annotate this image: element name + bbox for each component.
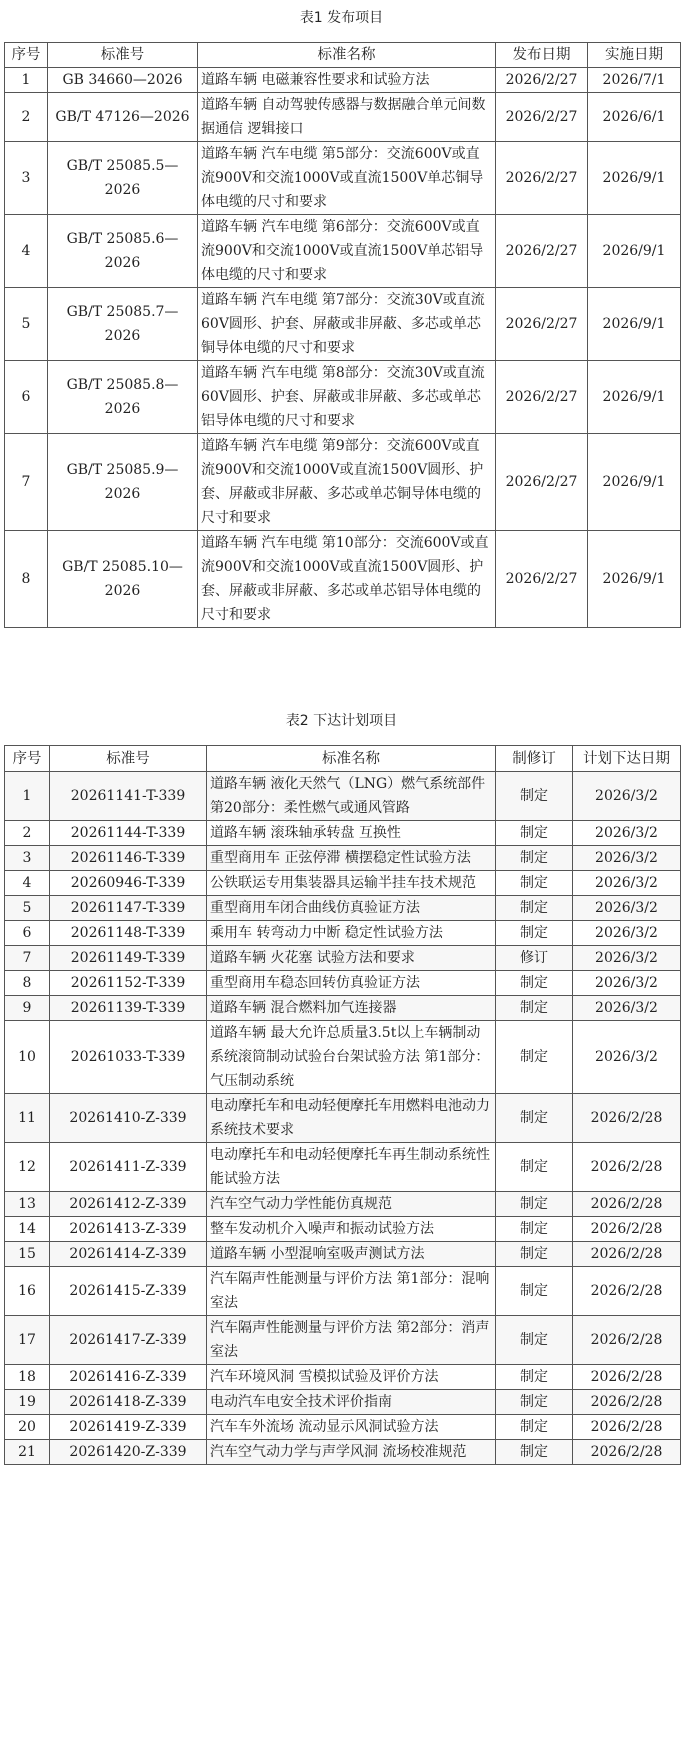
- revision-type-cell: 制定: [496, 1390, 573, 1415]
- table-row: [5, 1217, 681, 1242]
- revision-type-cell: 制定: [496, 1094, 573, 1143]
- standard-code-cell: 20261149-T-339: [50, 946, 207, 971]
- table-row: [5, 215, 681, 288]
- row-number-cell: 20: [5, 1415, 50, 1440]
- header-no: 序号: [5, 43, 48, 68]
- release-table: [4, 42, 681, 628]
- publish-date-cell: 2026/2/27: [496, 288, 588, 361]
- table-row: [5, 996, 681, 1021]
- standard-code-cell: 20261411-Z-339: [50, 1143, 207, 1192]
- revision-type-cell: 制定: [496, 1217, 573, 1242]
- table-row: [5, 1094, 681, 1143]
- standard-code-cell: 20261410-Z-339: [50, 1094, 207, 1143]
- revision-type-cell: 制定: [496, 1267, 573, 1316]
- row-number-cell: 2: [5, 821, 50, 846]
- table-row: [5, 1440, 681, 1465]
- standard-name-cell: 重型商用车闭合曲线仿真验证方法: [207, 896, 496, 921]
- standard-code-cell: 20261144-T-339: [50, 821, 207, 846]
- plan-date-cell: 2026/2/28: [573, 1217, 681, 1242]
- plan-date-cell: 2026/3/2: [573, 871, 681, 896]
- row-number-cell: 10: [5, 1021, 50, 1094]
- table-row: [5, 68, 681, 93]
- table-row: [5, 821, 681, 846]
- standard-code-cell: 20261417-Z-339: [50, 1316, 207, 1365]
- plan-date-cell: 2026/3/2: [573, 896, 681, 921]
- plan-date-cell: 2026/2/28: [573, 1143, 681, 1192]
- row-number-cell: 6: [5, 361, 48, 434]
- revision-type-cell: 制定: [496, 1415, 573, 1440]
- header-pub-date: 发布日期: [496, 43, 588, 68]
- row-number-cell: 15: [5, 1242, 50, 1267]
- row-number-cell: 5: [5, 288, 48, 361]
- standard-name-cell: 道路车辆 汽车电缆 第8部分：交流30V或直流60V圆形、护套、屏蔽或非屏蔽、多芯或单芯铝导体电缆的尺寸和要求: [198, 361, 496, 434]
- standard-code-cell: GB/T 47126—2026: [48, 93, 198, 142]
- revision-type-cell: 修订: [496, 946, 573, 971]
- table-row: [5, 846, 681, 871]
- revision-type-cell: 制定: [496, 1192, 573, 1217]
- plan-date-cell: 2026/2/28: [573, 1094, 681, 1143]
- row-number-cell: 7: [5, 434, 48, 531]
- plan-date-cell: 2026/2/28: [573, 1316, 681, 1365]
- implement-date-cell: 2026/9/1: [588, 288, 681, 361]
- revision-type-cell: 制定: [496, 1365, 573, 1390]
- table-row: [5, 772, 681, 821]
- row-number-cell: 13: [5, 1192, 50, 1217]
- header-name: 标准名称: [198, 43, 496, 68]
- table-row: [5, 1192, 681, 1217]
- revision-type-cell: 制定: [496, 1316, 573, 1365]
- standard-name-cell: 汽车环境风洞 雪模拟试验及评价方法: [207, 1365, 496, 1390]
- implement-date-cell: 2026/9/1: [588, 142, 681, 215]
- plan-date-cell: 2026/3/2: [573, 971, 681, 996]
- revision-type-cell: 制定: [496, 821, 573, 846]
- row-number-cell: 4: [5, 871, 50, 896]
- publish-date-cell: 2026/2/27: [496, 142, 588, 215]
- header-impl-date: 实施日期: [588, 43, 681, 68]
- plan-date-cell: 2026/3/2: [573, 921, 681, 946]
- table-row: [5, 1365, 681, 1390]
- standard-code-cell: 20261414-Z-339: [50, 1242, 207, 1267]
- table-row: [5, 93, 681, 142]
- header-no: 序号: [5, 746, 50, 772]
- plan-date-cell: 2026/2/28: [573, 1365, 681, 1390]
- table-row: [5, 1390, 681, 1415]
- table2-caption: 表2 下达计划项目: [285, 713, 398, 729]
- row-number-cell: 7: [5, 946, 50, 971]
- standard-name-cell: 汽车车外流场 流动显示风洞试验方法: [207, 1415, 496, 1440]
- standard-name-cell: 汽车空气动力学与声学风洞 流场校准规范: [207, 1440, 496, 1465]
- standard-name-cell: 道路车辆 汽车电缆 第7部分：交流30V或直流60V圆形、护套、屏蔽或非屏蔽、多芯或单芯铜导体电缆的尺寸和要求: [198, 288, 496, 361]
- table-header-row: [5, 746, 681, 772]
- implement-date-cell: 2026/9/1: [588, 361, 681, 434]
- row-number-cell: 18: [5, 1365, 50, 1390]
- publish-date-cell: 2026/2/27: [496, 93, 588, 142]
- standard-code-cell: 20261146-T-339: [50, 846, 207, 871]
- revision-type-cell: 制定: [496, 1021, 573, 1094]
- standard-code-cell: 20261152-T-339: [50, 971, 207, 996]
- standard-code-cell: 20261141-T-339: [50, 772, 207, 821]
- standard-name-cell: 道路车辆 电磁兼容性要求和试验方法: [198, 68, 496, 93]
- table-row: [5, 531, 681, 628]
- standard-code-cell: 20261419-Z-339: [50, 1415, 207, 1440]
- row-number-cell: 17: [5, 1316, 50, 1365]
- row-number-cell: 12: [5, 1143, 50, 1192]
- table-row: [5, 288, 681, 361]
- row-number-cell: 6: [5, 921, 50, 946]
- standard-code-cell: 20261418-Z-339: [50, 1390, 207, 1415]
- row-number-cell: 3: [5, 142, 48, 215]
- standard-name-cell: 电动摩托车和电动轻便摩托车再生制动系统性能试验方法: [207, 1143, 496, 1192]
- standard-code-cell: 20261147-T-339: [50, 896, 207, 921]
- standard-name-cell: 道路车辆 液化天然气（LNG）燃气系统部件 第20部分：柔性燃气或通风管路: [207, 772, 496, 821]
- standard-code-cell: 20261139-T-339: [50, 996, 207, 1021]
- standard-code-cell: GB/T 25085.8—2026: [48, 361, 198, 434]
- table-row: [5, 1242, 681, 1267]
- standard-code-cell: 20261416-Z-339: [50, 1365, 207, 1390]
- standard-code-cell: GB/T 25085.9—2026: [48, 434, 198, 531]
- row-number-cell: 4: [5, 215, 48, 288]
- standard-name-cell: 道路车辆 汽车电缆 第9部分：交流600V或直流900V和交流1000V或直流1500V圆形、护套、屏蔽或非屏蔽、多芯或单芯铜导体电缆的尺寸和要求: [198, 434, 496, 531]
- revision-type-cell: 制定: [496, 896, 573, 921]
- row-number-cell: 16: [5, 1267, 50, 1316]
- implement-date-cell: 2026/7/1: [588, 68, 681, 93]
- standard-code-cell: 20261033-T-339: [50, 1021, 207, 1094]
- publish-date-cell: 2026/2/27: [496, 215, 588, 288]
- header-revision-type: 制修订: [496, 746, 573, 772]
- implement-date-cell: 2026/9/1: [588, 434, 681, 531]
- release-table-body: [5, 68, 681, 628]
- plan-date-cell: 2026/3/2: [573, 996, 681, 1021]
- plan-date-cell: 2026/2/28: [573, 1267, 681, 1316]
- revision-type-cell: 制定: [496, 772, 573, 821]
- standard-code-cell: 20261420-Z-339: [50, 1440, 207, 1465]
- plan-date-cell: 2026/2/28: [573, 1440, 681, 1465]
- header-code: 标准号: [50, 746, 207, 772]
- row-number-cell: 8: [5, 971, 50, 996]
- row-number-cell: 2: [5, 93, 48, 142]
- table-row: [5, 1021, 681, 1094]
- standard-name-cell: 道路车辆 滚珠轴承转盘 互换性: [207, 821, 496, 846]
- row-number-cell: 9: [5, 996, 50, 1021]
- revision-type-cell: 制定: [496, 971, 573, 996]
- plan-table: [4, 745, 681, 1465]
- standard-code-cell: GB/T 25085.10—2026: [48, 531, 198, 628]
- table-header-row: [5, 43, 681, 68]
- row-number-cell: 3: [5, 846, 50, 871]
- standard-name-cell: 电动汽车电安全技术评价指南: [207, 1390, 496, 1415]
- standard-code-cell: GB/T 25085.7—2026: [48, 288, 198, 361]
- standard-name-cell: 道路车辆 汽车电缆 第10部分：交流600V或直流900V和交流1000V或直流1500V圆形、护套、屏蔽或非屏蔽、多芯或单芯铝导体电缆的尺寸和要求: [198, 531, 496, 628]
- plan-date-cell: 2026/3/2: [573, 1021, 681, 1094]
- plan-date-cell: 2026/3/2: [573, 772, 681, 821]
- standard-name-cell: 道路车辆 自动驾驶传感器与数据融合单元间数据通信 逻辑接口: [198, 93, 496, 142]
- table-row: [5, 971, 681, 996]
- standard-name-cell: 重型商用车稳态回转仿真验证方法: [207, 971, 496, 996]
- standard-code-cell: 20260946-T-339: [50, 871, 207, 896]
- standard-name-cell: 道路车辆 小型混响室吸声测试方法: [207, 1242, 496, 1267]
- publish-date-cell: 2026/2/27: [496, 434, 588, 531]
- publish-date-cell: 2026/2/27: [496, 361, 588, 434]
- revision-type-cell: 制定: [496, 1440, 573, 1465]
- standard-name-cell: 汽车隔声性能测量与评价方法 第2部分：消声室法: [207, 1316, 496, 1365]
- table-row: [5, 1415, 681, 1440]
- plan-date-cell: 2026/2/28: [573, 1390, 681, 1415]
- implement-date-cell: 2026/9/1: [588, 531, 681, 628]
- publish-date-cell: 2026/2/27: [496, 531, 588, 628]
- standard-name-cell: 道路车辆 火花塞 试验方法和要求: [207, 946, 496, 971]
- table-row: [5, 1267, 681, 1316]
- standard-name-cell: 汽车空气动力学性能仿真规范: [207, 1192, 496, 1217]
- table-row: [5, 946, 681, 971]
- standard-name-cell: 道路车辆 最大允许总质量3.5t以上车辆制动系统滚筒制动试验台台架试验方法 第1部分：气压制动系统: [207, 1021, 496, 1094]
- standard-name-cell: 道路车辆 汽车电缆 第6部分：交流600V或直流900V和交流1000V或直流1500V单芯铝导体电缆的尺寸和要求: [198, 215, 496, 288]
- standard-code-cell: GB/T 25085.5—2026: [48, 142, 198, 215]
- row-number-cell: 5: [5, 896, 50, 921]
- plan-date-cell: 2026/3/2: [573, 846, 681, 871]
- standard-code-cell: 20261148-T-339: [50, 921, 207, 946]
- standard-name-cell: 重型商用车 正弦停滞 横摆稳定性试验方法: [207, 846, 496, 871]
- standard-name-cell: 公铁联运专用集装器具运输半挂车技术规范: [207, 871, 496, 896]
- row-number-cell: 14: [5, 1217, 50, 1242]
- row-number-cell: 1: [5, 772, 50, 821]
- row-number-cell: 11: [5, 1094, 50, 1143]
- table-row: [5, 361, 681, 434]
- plan-date-cell: 2026/3/2: [573, 946, 681, 971]
- standard-code-cell: GB/T 25085.6—2026: [48, 215, 198, 288]
- revision-type-cell: 制定: [496, 846, 573, 871]
- revision-type-cell: 制定: [496, 996, 573, 1021]
- standard-name-cell: 汽车隔声性能测量与评价方法 第1部分：混响室法: [207, 1267, 496, 1316]
- table1-caption: 表1 发布项目: [299, 10, 384, 26]
- revision-type-cell: 制定: [496, 1242, 573, 1267]
- header-plan-date: 计划下达日期: [573, 746, 681, 772]
- publish-date-cell: 2026/2/27: [496, 68, 588, 93]
- header-name: 标准名称: [207, 746, 496, 772]
- row-number-cell: 1: [5, 68, 48, 93]
- plan-date-cell: 2026/2/28: [573, 1192, 681, 1217]
- table-row: [5, 921, 681, 946]
- table-row: [5, 434, 681, 531]
- standard-code-cell: GB 34660—2026: [48, 68, 198, 93]
- table-row: [5, 142, 681, 215]
- table-row: [5, 871, 681, 896]
- table-row: [5, 896, 681, 921]
- header-code: 标准号: [48, 43, 198, 68]
- implement-date-cell: 2026/6/1: [588, 93, 681, 142]
- standard-code-cell: 20261415-Z-339: [50, 1267, 207, 1316]
- table-row: [5, 1143, 681, 1192]
- plan-date-cell: 2026/2/28: [573, 1242, 681, 1267]
- standard-name-cell: 乘用车 转弯动力中断 稳定性试验方法: [207, 921, 496, 946]
- standard-code-cell: 20261413-Z-339: [50, 1217, 207, 1242]
- standard-name-cell: 整车发动机介入噪声和振动试验方法: [207, 1217, 496, 1242]
- plan-table-body: [5, 772, 681, 1465]
- plan-date-cell: 2026/2/28: [573, 1415, 681, 1440]
- table-row: [5, 1316, 681, 1365]
- row-number-cell: 8: [5, 531, 48, 628]
- implement-date-cell: 2026/9/1: [588, 215, 681, 288]
- revision-type-cell: 制定: [496, 1143, 573, 1192]
- revision-type-cell: 制定: [496, 871, 573, 896]
- revision-type-cell: 制定: [496, 921, 573, 946]
- plan-date-cell: 2026/3/2: [573, 821, 681, 846]
- standard-name-cell: 道路车辆 混合燃料加气连接器: [207, 996, 496, 1021]
- standard-name-cell: 电动摩托车和电动轻便摩托车用燃料电池动力系统技术要求: [207, 1094, 496, 1143]
- standard-name-cell: 道路车辆 汽车电缆 第5部分：交流600V或直流900V和交流1000V或直流1500V单芯铜导体电缆的尺寸和要求: [198, 142, 496, 215]
- row-number-cell: 19: [5, 1390, 50, 1415]
- row-number-cell: 21: [5, 1440, 50, 1465]
- standard-code-cell: 20261412-Z-339: [50, 1192, 207, 1217]
